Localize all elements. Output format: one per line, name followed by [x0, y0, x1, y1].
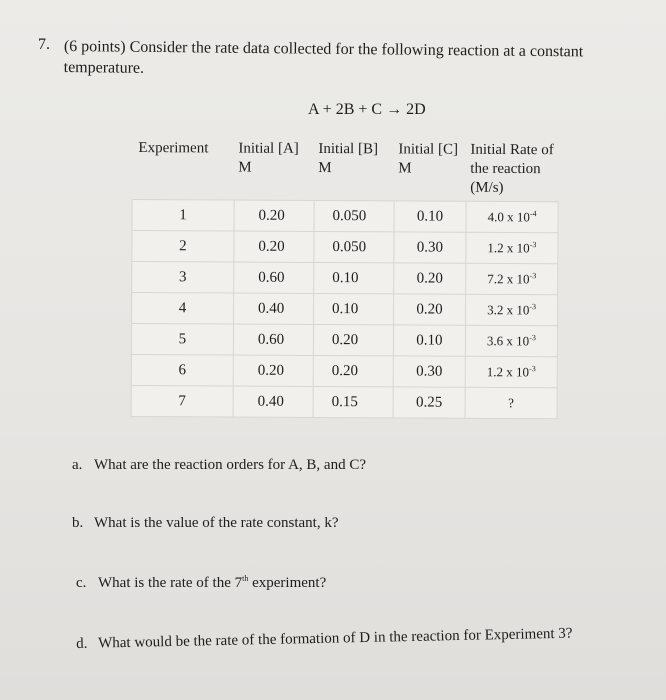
table-row: [131, 324, 557, 357]
cell-experiment: 6: [131, 354, 233, 386]
cell-experiment: 4: [132, 293, 234, 325]
subquestion-text: What are the reaction orders for A, B, and C?: [94, 457, 366, 473]
rate-value: 7.2 x 10: [487, 271, 530, 287]
table-row: [131, 385, 557, 418]
cell-experiment: 3: [132, 262, 234, 294]
rate-exponent: -3: [529, 270, 537, 280]
header-experiment: Experiment: [138, 140, 209, 157]
cell-initial-a: 0.60: [233, 324, 313, 355]
rate-exponent: -3: [529, 239, 537, 249]
cell-initial-rate: [465, 387, 557, 418]
subquestion-label: c.: [76, 575, 87, 591]
rate-exponent: -3: [529, 301, 537, 311]
cell-initial-a: 0.20: [233, 355, 313, 386]
cell-initial-b: 0.10: [314, 262, 394, 293]
cell-initial-b: 0.15: [313, 386, 393, 417]
subquestion-label: b.: [72, 515, 84, 531]
cell-initial-a: 0.20: [234, 231, 314, 262]
cell-initial-c: 0.30: [393, 356, 465, 387]
cell-initial-rate: [465, 294, 557, 325]
rate-exponent: -4: [529, 208, 537, 218]
rate-value: ?: [508, 395, 515, 411]
subquestion-label: a.: [72, 457, 83, 473]
rate-value: 3.2 x 10: [487, 302, 530, 318]
subquestion-text: What would be the rate of the formation of D in the reaction for Experiment 3?: [97, 625, 573, 652]
cell-initial-c: 0.20: [393, 294, 465, 325]
table-header-row: [132, 133, 558, 202]
cell-initial-c: 0.10: [394, 201, 466, 232]
rate-value: 4.0 x 10: [487, 209, 530, 225]
header-initial-c: Initial [C] M: [398, 141, 459, 177]
cell-experiment: 5: [131, 324, 233, 356]
table-row: [132, 262, 558, 295]
cell-initial-b: 0.050: [314, 231, 394, 262]
rate-value: 1.2 x 10: [486, 364, 530, 380]
subquestion-b: [72, 515, 339, 532]
cell-initial-rate: [466, 201, 558, 232]
cell-initial-c: 0.20: [394, 263, 466, 294]
rate-value: 1.2 x 10: [487, 240, 530, 256]
cell-initial-c: 0.10: [393, 325, 465, 356]
table-row: [132, 200, 558, 233]
cell-initial-a: 0.40: [233, 386, 313, 417]
header-initial-b: Initial [B] M: [318, 140, 379, 177]
cell-experiment: 7: [131, 385, 233, 417]
table-row: [132, 293, 558, 326]
rate-exponent: -3: [529, 363, 536, 373]
cell-initial-b: 0.10: [314, 293, 394, 324]
reaction-equation: A + 2B + C → 2D: [308, 101, 426, 118]
subquestion-d: [76, 626, 573, 653]
cell-initial-b: 0.20: [313, 324, 393, 355]
table-row: [132, 231, 558, 264]
subquestion-text: What is the rate of the 7th experiment?: [98, 574, 327, 591]
rate-exponent: -3: [529, 332, 536, 342]
subquestion-a: [72, 457, 366, 474]
cell-initial-a: 0.40: [234, 293, 314, 324]
cell-initial-a: 0.20: [234, 200, 314, 231]
cell-initial-c: 0.25: [393, 387, 465, 418]
cell-initial-a: 0.60: [234, 262, 314, 293]
rate-value: 3.6 x 10: [486, 333, 530, 349]
cell-experiment: 1: [132, 200, 234, 232]
cell-initial-b: 0.050: [314, 200, 394, 231]
subquestion-label: d.: [76, 635, 88, 652]
header-initial-rate: Initial Rate of the reaction (M/s): [470, 141, 554, 196]
cell-initial-rate: [465, 356, 557, 387]
subquestion-c: [76, 574, 326, 592]
cell-initial-rate: [466, 232, 558, 263]
cell-initial-c: 0.30: [394, 232, 466, 263]
cell-initial-b: 0.20: [313, 355, 393, 386]
cell-experiment: 2: [132, 231, 234, 263]
cell-initial-rate: [465, 325, 557, 356]
subquestion-text: What is the value of the rate constant, k?: [94, 515, 339, 531]
cell-initial-rate: [466, 263, 558, 294]
question-number: 7.: [38, 36, 50, 53]
table-row: [131, 354, 557, 387]
question-text: (6 points) Consider the rate data collected for the following reaction at a constant temperature.: [63, 37, 584, 77]
rate-data-table: [131, 133, 559, 419]
header-initial-a: Initial [A] M: [238, 140, 299, 176]
